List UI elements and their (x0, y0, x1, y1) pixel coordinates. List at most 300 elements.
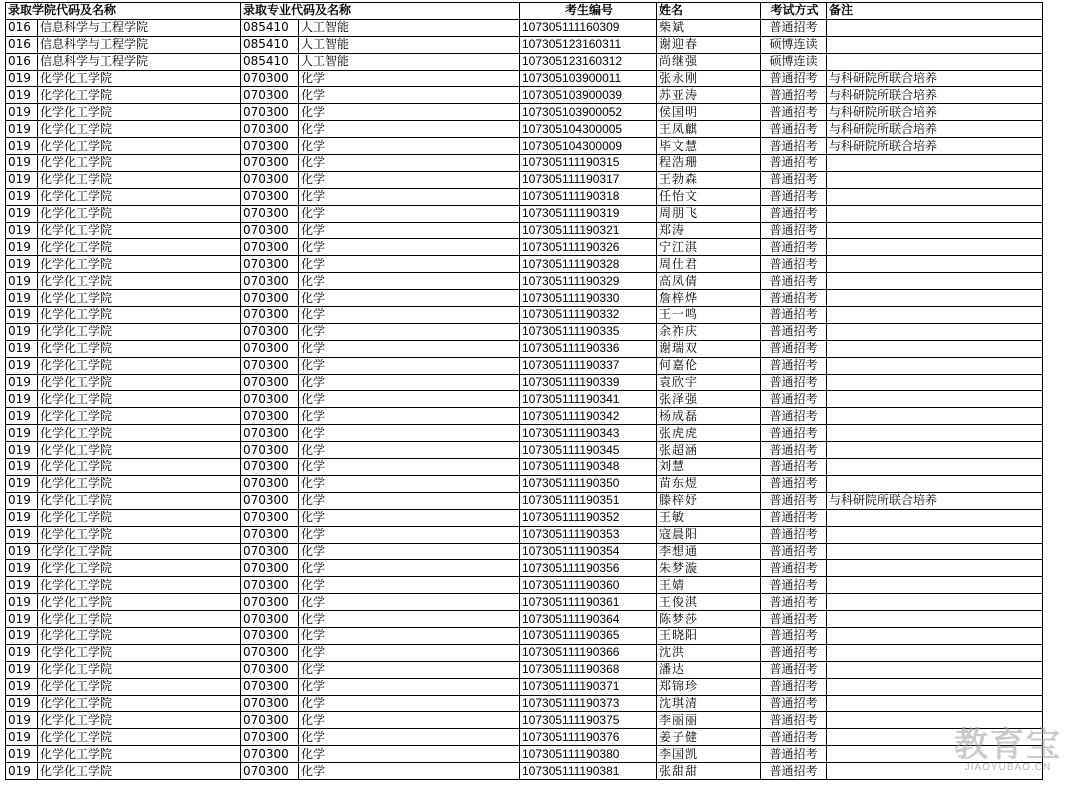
table-row (6, 87, 1043, 104)
cell-major-name: 化学 (299, 594, 520, 611)
table-row (6, 323, 1043, 340)
cell-note (827, 290, 1043, 307)
cell-student-id: 107305103900039 (520, 87, 657, 104)
cell-student-name: 詹梓烨 (657, 290, 761, 307)
cell-major-code: 070300 (241, 273, 299, 290)
cell-note (827, 19, 1043, 36)
cell-college-name: 化学化工学院 (38, 543, 241, 560)
cell-student-name: 沈洪 (657, 644, 761, 661)
cell-college-code: 019 (6, 273, 38, 290)
cell-note (827, 594, 1043, 611)
cell-major-code: 070300 (241, 746, 299, 763)
cell-student-name: 朱梦漩 (657, 560, 761, 577)
cell-exam-mode: 普通招考 (761, 307, 827, 324)
cell-college-name: 化学化工学院 (38, 475, 241, 492)
cell-major-name: 化学 (299, 492, 520, 509)
cell-exam-mode: 普通招考 (761, 712, 827, 729)
cell-college-code: 016 (6, 53, 38, 70)
cell-major-code: 070300 (241, 526, 299, 543)
cell-major-name: 化学 (299, 323, 520, 340)
table-row (6, 475, 1043, 492)
cell-college-code: 016 (6, 19, 38, 36)
table-row (6, 492, 1043, 509)
cell-note (827, 459, 1043, 476)
cell-student-name: 王勃森 (657, 171, 761, 188)
cell-college-name: 化学化工学院 (38, 611, 241, 628)
cell-college-name: 化学化工学院 (38, 678, 241, 695)
cell-college-name: 化学化工学院 (38, 205, 241, 222)
cell-college-code: 019 (6, 475, 38, 492)
cell-major-code: 070300 (241, 374, 299, 391)
cell-college-code: 019 (6, 171, 38, 188)
cell-exam-mode: 普通招考 (761, 611, 827, 628)
cell-major-name: 化学 (299, 205, 520, 222)
cell-college-name: 化学化工学院 (38, 171, 241, 188)
cell-major-code: 070300 (241, 307, 299, 324)
header-student-id: 考生编号 (520, 3, 657, 20)
cell-college-name: 化学化工学院 (38, 695, 241, 712)
header-major: 录取专业代码及名称 (241, 3, 520, 20)
cell-student-name: 任怡文 (657, 188, 761, 205)
cell-note (827, 627, 1043, 644)
cell-college-name: 信息科学与工程学院 (38, 53, 241, 70)
cell-exam-mode: 普通招考 (761, 340, 827, 357)
cell-exam-mode: 普通招考 (761, 188, 827, 205)
cell-student-id: 107305111190361 (520, 594, 657, 611)
cell-college-name: 化学化工学院 (38, 644, 241, 661)
cell-note (827, 374, 1043, 391)
cell-major-code: 070300 (241, 188, 299, 205)
cell-major-code: 070300 (241, 712, 299, 729)
table-row (6, 695, 1043, 712)
cell-college-code: 019 (6, 661, 38, 678)
cell-college-code: 019 (6, 526, 38, 543)
cell-college-name: 化学化工学院 (38, 526, 241, 543)
cell-student-name: 周朋飞 (657, 205, 761, 222)
table-row (6, 526, 1043, 543)
cell-student-name: 姜子健 (657, 729, 761, 746)
cell-major-code: 070300 (241, 763, 299, 780)
cell-college-code: 019 (6, 678, 38, 695)
cell-student-name: 王晓阳 (657, 627, 761, 644)
cell-exam-mode: 普通招考 (761, 425, 827, 442)
table-row (6, 746, 1043, 763)
cell-major-code: 070300 (241, 171, 299, 188)
cell-exam-mode: 普通招考 (761, 290, 827, 307)
cell-college-name: 化学化工学院 (38, 340, 241, 357)
table-header-row (6, 3, 1043, 20)
cell-major-name: 化学 (299, 121, 520, 138)
admission-sheet (5, 2, 1043, 780)
cell-major-code: 085410 (241, 19, 299, 36)
cell-student-name: 毕文慧 (657, 138, 761, 155)
cell-exam-mode: 普通招考 (761, 70, 827, 87)
cell-major-code: 085410 (241, 53, 299, 70)
table-row (6, 374, 1043, 391)
cell-exam-mode: 普通招考 (761, 577, 827, 594)
cell-college-name: 化学化工学院 (38, 138, 241, 155)
cell-student-name: 张甜甜 (657, 763, 761, 780)
table-row (6, 391, 1043, 408)
cell-student-name: 王俊淇 (657, 594, 761, 611)
cell-note (827, 222, 1043, 239)
cell-college-code: 019 (6, 425, 38, 442)
cell-college-code: 019 (6, 188, 38, 205)
cell-exam-mode: 普通招考 (761, 560, 827, 577)
table-row (6, 408, 1043, 425)
cell-college-name: 化学化工学院 (38, 425, 241, 442)
table-row (6, 644, 1043, 661)
cell-major-name: 化学 (299, 239, 520, 256)
cell-student-name: 侯国明 (657, 104, 761, 121)
cell-exam-mode: 硕博连读 (761, 53, 827, 70)
cell-college-name: 化学化工学院 (38, 509, 241, 526)
cell-student-id: 107305111190371 (520, 678, 657, 695)
cell-major-name: 化学 (299, 729, 520, 746)
table-row (6, 19, 1043, 36)
cell-student-name: 高凤倩 (657, 273, 761, 290)
cell-note (827, 273, 1043, 290)
cell-student-id: 107305111190364 (520, 611, 657, 628)
cell-exam-mode: 普通招考 (761, 171, 827, 188)
cell-student-name: 谢瑞双 (657, 340, 761, 357)
cell-student-name: 程浩珊 (657, 155, 761, 172)
cell-college-name: 化学化工学院 (38, 155, 241, 172)
cell-college-code: 019 (6, 290, 38, 307)
cell-major-name: 化学 (299, 171, 520, 188)
cell-note (827, 188, 1043, 205)
cell-major-name: 化学 (299, 695, 520, 712)
cell-student-name: 王敏 (657, 509, 761, 526)
cell-college-name: 化学化工学院 (38, 577, 241, 594)
cell-college-name: 化学化工学院 (38, 323, 241, 340)
cell-major-code: 070300 (241, 155, 299, 172)
cell-college-code: 019 (6, 611, 38, 628)
cell-student-name: 张超涵 (657, 442, 761, 459)
cell-college-name: 化学化工学院 (38, 70, 241, 87)
cell-college-name: 化学化工学院 (38, 256, 241, 273)
cell-exam-mode: 普通招考 (761, 543, 827, 560)
cell-exam-mode: 普通招考 (761, 374, 827, 391)
cell-exam-mode: 普通招考 (761, 661, 827, 678)
cell-exam-mode: 普通招考 (761, 526, 827, 543)
cell-college-code: 019 (6, 256, 38, 273)
cell-student-name: 柴斌 (657, 19, 761, 36)
cell-note (827, 543, 1043, 560)
cell-major-name: 化学 (299, 290, 520, 307)
cell-student-name: 陈梦莎 (657, 611, 761, 628)
cell-student-name: 袁欣宇 (657, 374, 761, 391)
cell-student-id: 107305111190321 (520, 222, 657, 239)
table-row (6, 594, 1043, 611)
cell-major-code: 070300 (241, 543, 299, 560)
cell-major-name: 化学 (299, 746, 520, 763)
cell-college-code: 019 (6, 712, 38, 729)
table-row (6, 256, 1043, 273)
cell-college-name: 化学化工学院 (38, 459, 241, 476)
cell-college-code: 019 (6, 357, 38, 374)
cell-student-name: 张虎虎 (657, 425, 761, 442)
cell-student-id: 107305111190350 (520, 475, 657, 492)
cell-college-name: 化学化工学院 (38, 661, 241, 678)
cell-major-code: 070300 (241, 104, 299, 121)
cell-major-code: 070300 (241, 509, 299, 526)
table-row (6, 560, 1043, 577)
cell-major-code: 070300 (241, 256, 299, 273)
table-row (6, 340, 1043, 357)
cell-note (827, 746, 1043, 763)
table-row (6, 121, 1043, 138)
cell-student-id: 107305111160309 (520, 19, 657, 36)
cell-college-code: 019 (6, 121, 38, 138)
cell-major-name: 化学 (299, 104, 520, 121)
table-row (6, 104, 1043, 121)
cell-major-code: 070300 (241, 138, 299, 155)
cell-student-name: 张泽强 (657, 391, 761, 408)
cell-college-code: 019 (6, 577, 38, 594)
cell-college-name: 化学化工学院 (38, 374, 241, 391)
cell-student-name: 宁江淇 (657, 239, 761, 256)
cell-college-name: 化学化工学院 (38, 391, 241, 408)
cell-note: 与科研院所联合培养 (827, 70, 1043, 87)
cell-college-code: 019 (6, 644, 38, 661)
cell-student-id: 107305111190366 (520, 644, 657, 661)
cell-student-id: 107305111190348 (520, 459, 657, 476)
cell-student-id: 107305104300009 (520, 138, 657, 155)
cell-student-id: 107305111190356 (520, 560, 657, 577)
cell-college-name: 化学化工学院 (38, 307, 241, 324)
cell-student-id: 107305111190380 (520, 746, 657, 763)
cell-student-id: 107305111190375 (520, 712, 657, 729)
table-row (6, 459, 1043, 476)
cell-major-code: 070300 (241, 729, 299, 746)
cell-note (827, 577, 1043, 594)
cell-student-id: 107305111190373 (520, 695, 657, 712)
cell-note (827, 661, 1043, 678)
cell-major-name: 化学 (299, 678, 520, 695)
cell-college-code: 019 (6, 408, 38, 425)
table-row (6, 222, 1043, 239)
cell-major-code: 070300 (241, 627, 299, 644)
cell-student-name: 寇晨阳 (657, 526, 761, 543)
cell-college-code: 019 (6, 492, 38, 509)
cell-note (827, 155, 1043, 172)
cell-college-code: 019 (6, 391, 38, 408)
cell-student-name: 苗东煜 (657, 475, 761, 492)
cell-college-code: 019 (6, 543, 38, 560)
cell-exam-mode: 普通招考 (761, 138, 827, 155)
cell-student-id: 107305111190317 (520, 171, 657, 188)
cell-note (827, 357, 1043, 374)
watermark-url: JIAOYUBAO.CN (964, 762, 1052, 773)
cell-student-id: 107305111190332 (520, 307, 657, 324)
cell-student-id: 107305111190326 (520, 239, 657, 256)
cell-college-name: 化学化工学院 (38, 763, 241, 780)
cell-college-name: 化学化工学院 (38, 729, 241, 746)
header-exam-mode: 考试方式 (761, 3, 827, 20)
cell-major-code: 070300 (241, 205, 299, 222)
cell-major-name: 化学 (299, 273, 520, 290)
cell-major-name: 化学 (299, 222, 520, 239)
cell-student-name: 苏亚涛 (657, 87, 761, 104)
cell-note: 与科研院所联合培养 (827, 87, 1043, 104)
cell-student-id: 107305111190319 (520, 205, 657, 222)
cell-student-id: 107305111190330 (520, 290, 657, 307)
cell-note: 与科研院所联合培养 (827, 492, 1043, 509)
cell-note (827, 323, 1043, 340)
header-name: 姓名 (657, 3, 761, 20)
cell-college-code: 019 (6, 627, 38, 644)
cell-student-id: 107305123160311 (520, 36, 657, 53)
cell-student-name: 王凤麒 (657, 121, 761, 138)
cell-major-code: 070300 (241, 577, 299, 594)
cell-college-code: 019 (6, 695, 38, 712)
cell-exam-mode: 普通招考 (761, 19, 827, 36)
table-row (6, 290, 1043, 307)
cell-major-code: 070300 (241, 357, 299, 374)
cell-student-name: 余祚庆 (657, 323, 761, 340)
cell-college-name: 化学化工学院 (38, 222, 241, 239)
cell-note (827, 36, 1043, 53)
cell-exam-mode: 普通招考 (761, 763, 827, 780)
cell-major-code: 070300 (241, 121, 299, 138)
cell-major-name: 化学 (299, 644, 520, 661)
cell-major-name: 化学 (299, 543, 520, 560)
cell-exam-mode: 普通招考 (761, 239, 827, 256)
cell-exam-mode: 普通招考 (761, 475, 827, 492)
header-note: 备注 (827, 3, 1043, 20)
cell-college-name: 化学化工学院 (38, 492, 241, 509)
table-row (6, 712, 1043, 729)
cell-student-name: 王一鸣 (657, 307, 761, 324)
cell-student-name: 滕梓妤 (657, 492, 761, 509)
cell-college-name: 信息科学与工程学院 (38, 36, 241, 53)
cell-note (827, 560, 1043, 577)
cell-exam-mode: 普通招考 (761, 121, 827, 138)
cell-student-id: 107305111190351 (520, 492, 657, 509)
cell-student-id: 107305111190342 (520, 408, 657, 425)
cell-exam-mode: 普通招考 (761, 408, 827, 425)
cell-college-name: 化学化工学院 (38, 712, 241, 729)
cell-exam-mode: 普通招考 (761, 205, 827, 222)
cell-college-code: 019 (6, 138, 38, 155)
cell-student-id: 107305104300005 (520, 121, 657, 138)
cell-exam-mode: 普通招考 (761, 678, 827, 695)
cell-exam-mode: 普通招考 (761, 729, 827, 746)
cell-major-name: 化学 (299, 425, 520, 442)
cell-student-name: 郑锦珍 (657, 678, 761, 695)
cell-exam-mode: 普通招考 (761, 594, 827, 611)
cell-major-code: 070300 (241, 290, 299, 307)
cell-college-name: 化学化工学院 (38, 408, 241, 425)
table-row (6, 138, 1043, 155)
cell-note: 与科研院所联合培养 (827, 138, 1043, 155)
cell-major-code: 070300 (241, 391, 299, 408)
cell-note (827, 763, 1043, 780)
table-row (6, 155, 1043, 172)
cell-major-code: 070300 (241, 560, 299, 577)
cell-college-code: 019 (6, 374, 38, 391)
cell-major-name: 化学 (299, 340, 520, 357)
cell-major-code: 085410 (241, 36, 299, 53)
cell-college-name: 化学化工学院 (38, 273, 241, 290)
cell-major-code: 070300 (241, 222, 299, 239)
cell-major-name: 化学 (299, 611, 520, 628)
table-body (6, 19, 1043, 779)
cell-student-id: 107305111190368 (520, 661, 657, 678)
cell-major-name: 化学 (299, 374, 520, 391)
cell-college-code: 019 (6, 307, 38, 324)
cell-student-id: 107305111190339 (520, 374, 657, 391)
cell-note (827, 239, 1043, 256)
admission-table (5, 2, 1043, 780)
cell-major-name: 化学 (299, 661, 520, 678)
cell-exam-mode: 普通招考 (761, 222, 827, 239)
cell-major-code: 070300 (241, 425, 299, 442)
cell-major-name: 化学 (299, 459, 520, 476)
cell-college-name: 化学化工学院 (38, 290, 241, 307)
cell-student-name: 李想通 (657, 543, 761, 560)
cell-major-name: 化学 (299, 442, 520, 459)
table-row (6, 729, 1043, 746)
cell-student-name: 潘达 (657, 661, 761, 678)
cell-major-name: 人工智能 (299, 19, 520, 36)
cell-college-name: 化学化工学院 (38, 357, 241, 374)
cell-college-name: 化学化工学院 (38, 188, 241, 205)
cell-major-name: 化学 (299, 475, 520, 492)
table-row (6, 70, 1043, 87)
cell-exam-mode: 普通招考 (761, 627, 827, 644)
cell-major-name: 人工智能 (299, 36, 520, 53)
table-row (6, 509, 1043, 526)
cell-note (827, 408, 1043, 425)
cell-student-name: 杨成磊 (657, 408, 761, 425)
table-row (6, 188, 1043, 205)
cell-exam-mode: 普通招考 (761, 87, 827, 104)
cell-student-id: 107305111190381 (520, 763, 657, 780)
cell-student-id: 107305103900052 (520, 104, 657, 121)
cell-student-id: 107305123160312 (520, 53, 657, 70)
cell-student-id: 107305111190318 (520, 188, 657, 205)
cell-student-name: 尚继强 (657, 53, 761, 70)
cell-major-code: 070300 (241, 644, 299, 661)
cell-exam-mode: 普通招考 (761, 442, 827, 459)
cell-student-id: 107305111190353 (520, 526, 657, 543)
cell-note (827, 644, 1043, 661)
cell-major-code: 070300 (241, 323, 299, 340)
cell-college-name: 化学化工学院 (38, 239, 241, 256)
cell-college-name: 化学化工学院 (38, 104, 241, 121)
cell-major-name: 化学 (299, 577, 520, 594)
cell-exam-mode: 普通招考 (761, 104, 827, 121)
cell-student-name: 何嘉伦 (657, 357, 761, 374)
cell-major-name: 化学 (299, 712, 520, 729)
cell-note (827, 391, 1043, 408)
cell-note (827, 442, 1043, 459)
cell-student-id: 107305111190315 (520, 155, 657, 172)
cell-note (827, 425, 1043, 442)
cell-major-name: 化学 (299, 526, 520, 543)
cell-note (827, 695, 1043, 712)
cell-major-code: 070300 (241, 408, 299, 425)
cell-college-name: 化学化工学院 (38, 746, 241, 763)
cell-student-name: 郑涛 (657, 222, 761, 239)
cell-student-id: 107305111190341 (520, 391, 657, 408)
cell-student-name: 王婧 (657, 577, 761, 594)
cell-college-name: 化学化工学院 (38, 560, 241, 577)
cell-major-code: 070300 (241, 459, 299, 476)
cell-exam-mode: 普通招考 (761, 695, 827, 712)
